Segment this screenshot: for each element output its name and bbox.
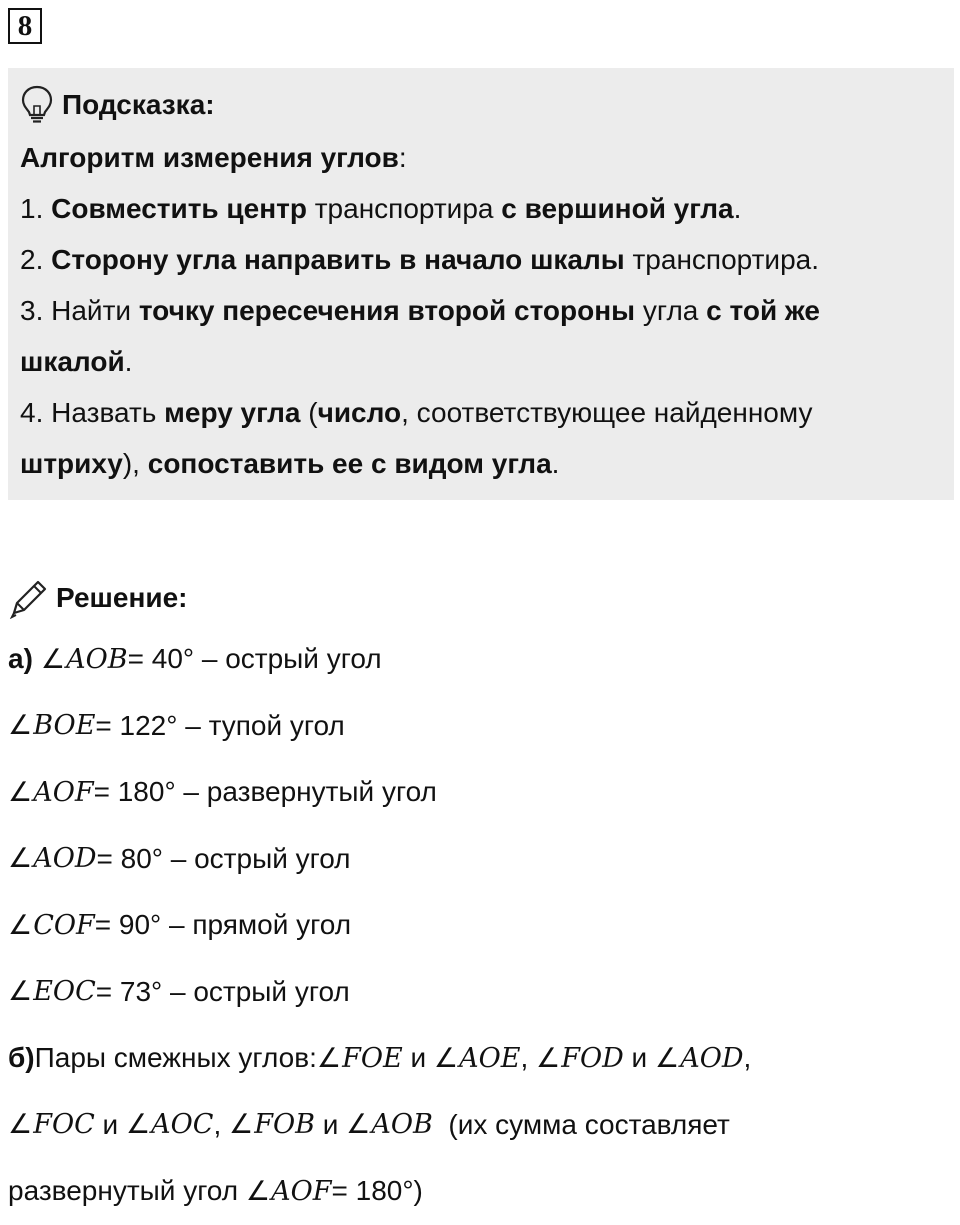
- part-a-label: а): [8, 643, 33, 675]
- hint-box: [8, 68, 954, 500]
- hint-step-1: 1. Совместить центр транспортира с вершиной угла.: [20, 193, 742, 224]
- hint-step-4-cont: штриху), сопоставить ее с видом угла.: [20, 448, 560, 479]
- hint-step-3-cont: шкалой.: [20, 346, 133, 377]
- solution-header: [8, 570, 958, 626]
- angle-line-aod: ∠AOD = 80° – острый угол: [8, 842, 351, 875]
- part-b-label: б): [8, 1042, 35, 1074]
- hint-step-4: 4. Назвать меру угла (число, соответствующее найденному: [20, 397, 813, 428]
- hint-title: Подсказка:: [62, 88, 215, 120]
- hint-heading: Алгоритм измерения углов:: [20, 142, 407, 173]
- angle-line-boe: ∠BOE = 122° – тупой угол: [8, 709, 345, 742]
- hint-header: [20, 80, 954, 128]
- angle-line-cof: ∠COF = 90° – прямой угол: [8, 909, 352, 941]
- task-number: 8: [8, 8, 42, 44]
- angle-line-aob: а) ∠AOB = 40° – острый угол: [8, 643, 382, 675]
- hint-step-2: 2. Сторону угла направить в начало шкалы транспортира.: [20, 244, 819, 275]
- part-b-line-2: ∠FOC и ∠AOC , ∠FOB и ∠AOB (их сумма составляет: [8, 1108, 730, 1141]
- pencil-icon: [8, 577, 50, 619]
- hint-step-3: 3. Найти точку пересечения второй стороны угла с той же: [20, 295, 820, 326]
- part-b-line-3: развернутый угол ∠AOF = 180°): [8, 1175, 423, 1207]
- angle-line-aof: ∠AOF = 180° – развернутый угол: [8, 776, 437, 808]
- solution-title: Решение:: [56, 582, 188, 613]
- part-b-line-1: б) Пары смежных углов: ∠FOE и ∠AOE , ∠FOD и ∠AOD ,: [8, 1042, 760, 1074]
- lightbulb-icon: [20, 84, 54, 124]
- solution-section: [8, 570, 958, 1225]
- angle-line-eoc: ∠EOC = 73° – острый угол: [8, 975, 350, 1008]
